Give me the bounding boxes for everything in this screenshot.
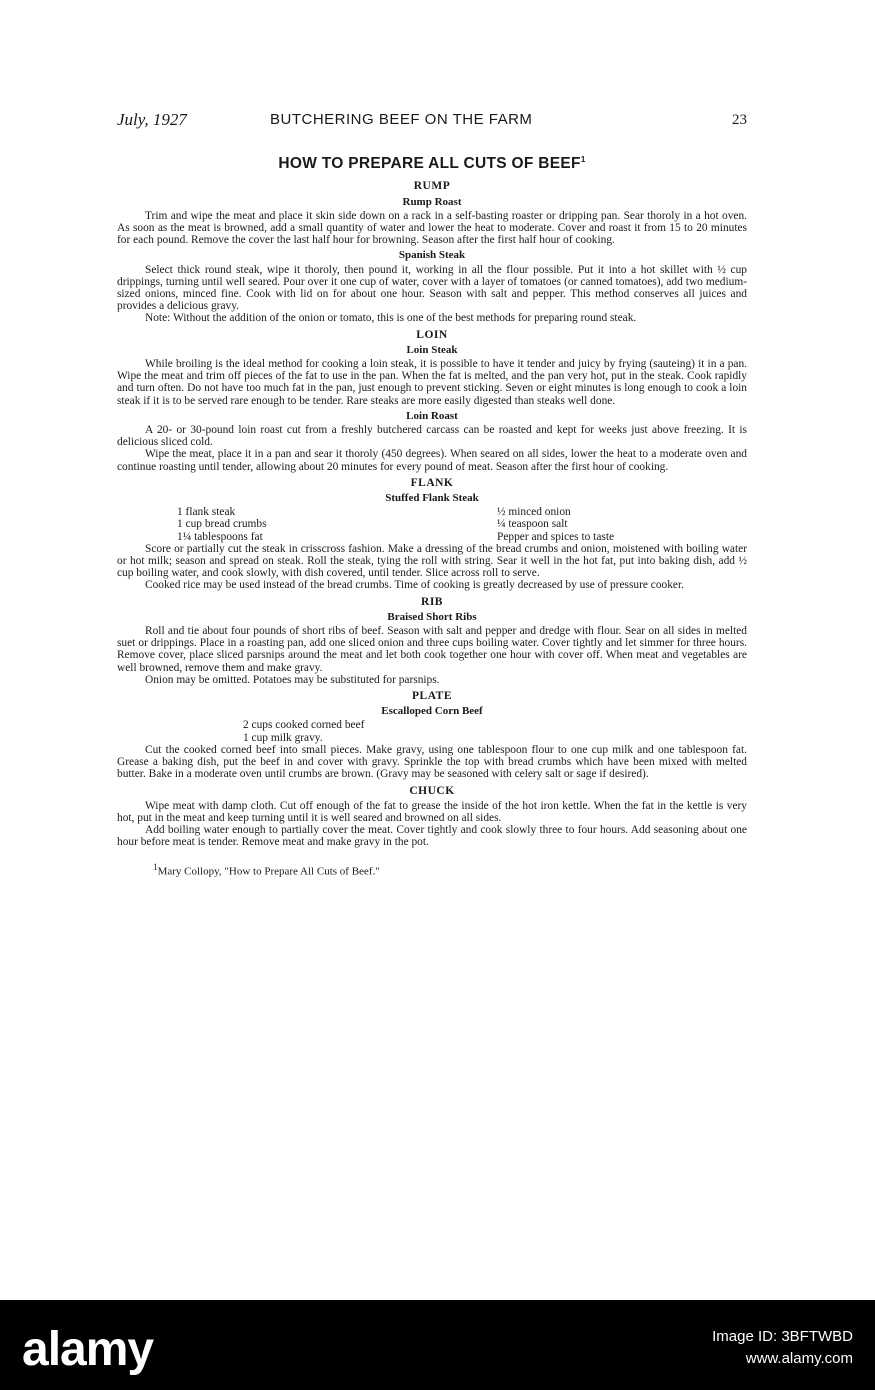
recipe-text: Wipe the meat, place it in a pan and sear it thoroly (450 degrees). When seared on all sides, lower the heat to a moderate oven and continue roasting until tender, allowing about 20 minutes for every pound of meat. Season after the first hour of cooking. <box>117 448 747 473</box>
ingredient-item: ½ minced onion <box>497 506 571 519</box>
recipe-text: A 20- or 30-pound loin roast cut from a freshly butchered carcass can be roasted and kept for weeks just above freezing. It is delicious sliced cold. <box>117 424 747 449</box>
ingredient-item: 1 cup bread crumbs <box>177 518 267 531</box>
recipe-text: While broiling is the ideal method for cooking a loin steak, it is possible to have it tender and juicy by frying (sauteing) it in a pan. Wipe the meat and trim off pieces of the fat to use in the pan. When the fat is melted, and the pan very hot, put in the steak. Cook rapidly and turn often. Do not have too much fat in the pan, just enough to prevent sticking. Seven or eight minutes is long enough to cook a loin steak if it is to be served rare enough to be tender. Rare steaks are more easily digested than steaks well done. <box>117 358 747 407</box>
recipe-heading-stuffed-flank-steak: Stuffed Flank Steak <box>385 492 479 505</box>
watermark-image-id: Image ID: 3BFTWBD <box>712 1328 853 1345</box>
recipe-heading-spanish-steak: Spanish Steak <box>398 249 466 262</box>
footnote-mark: 1 <box>153 861 158 872</box>
recipe-text: Cut the cooked corned beef into small pieces. Make gravy, using one tablespoon flour to one cup milk and one tablespoon fat. Grease a baking dish, put the beef in and cover with gravy. Sprinkle the top with bread crumbs which have been mixed with melted butter. Bake in a moderate oven until crumbs are brown. (Gravy may be seasoned with celery salt or sage if desired). <box>117 743 747 781</box>
watermark-info <box>712 1326 853 1370</box>
recipe-text: Select thick round steak, wipe it thoroly, then pound it, working in all the flour possible. Put it into a hot skillet with ½ cup drippings, turning until well seared. Pour over it one cup of water, cover with a layer of tomatoes (or canned tomatoes), add two medium-sized onions, minced fine. Cook with lid on for about one hour. Season with salt and pepper. This method conserves all juices and provides a delicious gravy. <box>117 263 747 313</box>
recipe-text: Cooked rice may be used instead of the bread crumbs. Time of cooking is greatly decreased by use of pressure cooker. <box>145 579 685 592</box>
ingredient-item: 1 cup milk gravy. <box>243 731 323 744</box>
footnote <box>153 861 747 878</box>
recipe-text: Add boiling water enough to partially cover the meat. Cover tightly and cook slowly three to four hours. Add seasoning about one hour before meat is tender. Remove meat and make gravy in the pot. <box>117 824 747 849</box>
header-title: BUTCHERING BEEF ON THE FARM <box>270 111 533 128</box>
section-heading-loin: LOIN <box>416 328 448 341</box>
section-heading-plate: PLATE <box>412 690 452 703</box>
recipe-heading-escalloped-corn-beef: Escalloped Corn Beef <box>381 705 483 718</box>
running-header <box>117 108 747 138</box>
ingredient-item: 2 cups cooked corned beef <box>243 719 365 732</box>
ingredient-list <box>177 506 747 543</box>
header-date: July, 1927 <box>117 110 187 129</box>
title-footnote-mark: 1 <box>580 155 586 164</box>
recipe-text: Score or partially cut the steak in crisscross fashion. Make a dressing of the bread crumbs and onion, moistened with boiling water or hot milk; season and spread on steak. Roll the steak, tying the roll with string. Sear it well in the hot fat, put into baking dish, add ½ cup boiling water, and cook slowly, with dish covered, until tender. Slice across roll to serve. <box>117 542 747 580</box>
ingredient-item: 1 flank steak <box>177 506 236 519</box>
recipe-heading-rump-roast: Rump Roast <box>402 195 462 208</box>
ingredient-item: ¼ teaspoon salt <box>497 518 568 531</box>
document-body <box>117 108 747 877</box>
section-heading-rib: RIB <box>421 595 443 608</box>
recipe-note: Note: Without the addition of the onion or tomato, this is one of the best methods for preparing round steak. <box>145 312 637 325</box>
page-number: 23 <box>732 112 747 128</box>
stock-watermark-banner <box>0 1300 875 1390</box>
watermark-logo: alamy <box>22 1323 154 1376</box>
section-heading-rump: RUMP <box>413 180 451 193</box>
section-heading-chuck: CHUCK <box>409 784 455 797</box>
page-title: HOW TO PREPARE ALL CUTS OF BEEF$^1$ <box>278 155 586 173</box>
footnote-text: Mary Collopy, "How to Prepare All Cuts of Beef." <box>157 865 380 878</box>
section-heading-flank: FLANK <box>410 476 454 489</box>
watermark-site: www.alamy.com <box>745 1350 853 1367</box>
recipe-heading-braised-short-ribs: Braised Short Ribs <box>387 610 477 623</box>
recipe-text: Wipe meat with damp cloth. Cut off enough of the fat to grease the inside of the hot iron kettle. When the fat in the kettle is very hot, put in the meat and keep turning until it is well seared and browned on all sides. <box>117 799 747 824</box>
recipe-text: Roll and tie about four pounds of short ribs of beef. Season with salt and pepper and dredge with flour. Sear on all sides in melted suet or drippings. Place in a roasting pan, add one sliced onion and three cups boiling water. Cover tightly and let simmer for three hours. Remove cover, place sliced parsnips around the meat and let both cook together one hour with cover off. When meat and vegetables are well browned, remove them and make gravy. <box>117 625 747 674</box>
recipe-text: Onion may be omitted. Potatoes may be substituted for parsnips. <box>145 673 440 686</box>
recipe-heading-loin-roast: Loin Roast <box>406 409 458 422</box>
recipe-heading-loin-steak: Loin Steak <box>406 343 458 356</box>
ingredient-list <box>243 719 747 743</box>
ingredient-item: Pepper and spices to taste <box>497 530 615 543</box>
recipe-text: Trim and wipe the meat and place it skin side down on a rack in a self-basting roaster or dripping pan. Sear thoroly in a hot oven. As soon as the meat is browned, add a small quantity of water and lower the heat to moderate. Cover and roast it from 15 to 20 minutes for each pound. Remove the cover the last half hour for browning. Season after the first half hour of cooking. <box>117 209 747 247</box>
ingredient-item: 1¼ tablespoons fat <box>177 530 263 543</box>
